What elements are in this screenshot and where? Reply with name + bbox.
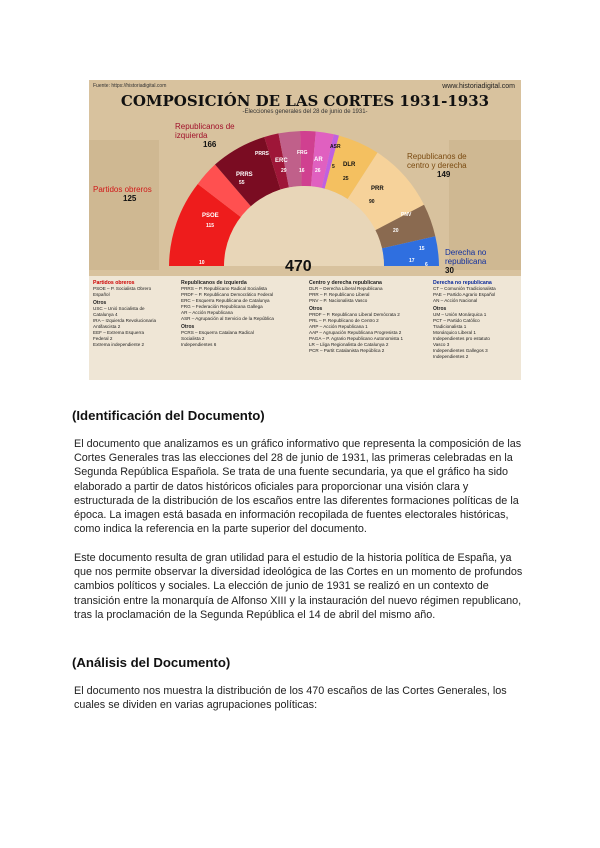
- legend-line: Socialista 2: [181, 336, 205, 341]
- legend-line: IRA – Izquierda Revolucionaria: [93, 318, 157, 323]
- legend-line: Español: [93, 292, 110, 297]
- label-prrs-2: PRRS: [255, 151, 269, 157]
- paragraph-text: El documento que analizamos es un gráfico informativo que representa la composición de las Cortes Generales tras las elecciones del 28 de junio de 1931, las primeras celebradas en la Segunda República Española. Se trata de una fuente secundaria, ya que el gráfico ha sido elaborado a partir de datos históricos oficiales para proporcionar una visión clara y estructurada de la distribución de los escaños entre las diferentes formaciones políticas de la época. La imagen está basada en información recopilada de fuentes electorales históricas, como indica la referencia en la parte superior del documento.: [74, 438, 522, 536]
- legend-line: PRL – P. Republicano de Centro 2: [309, 318, 379, 323]
- figure-subtitle: -Elecciones generales del 28 de junio de 1931-: [242, 109, 368, 115]
- legend-line: Independientes 6: [181, 342, 217, 347]
- label-ar: AR: [314, 157, 323, 163]
- label-asr: ASR: [330, 144, 341, 150]
- label-pnv: PNV: [401, 212, 412, 218]
- legend-line: Extrema independiente 2: [93, 342, 145, 347]
- group-derecha-name-2: republicana: [445, 257, 487, 266]
- legend-line: AR – Acción Republicana: [181, 310, 233, 315]
- legend-line: PRR – P. Republicano Liberal: [309, 292, 370, 297]
- figure-site: www.historiadigital.com: [442, 83, 515, 90]
- group-centro-seats: 149: [437, 170, 451, 179]
- legend-line: FRG – Federación Republicana Gallega: [181, 304, 263, 309]
- group-obreros-label: [93, 185, 152, 203]
- legend-line: Federal 2: [93, 336, 113, 341]
- paragraph-text: Este documento resulta de gran utilidad para el estudio de la historia política de España, ya que nos permite observar la diversidad ideológica de las Cortes en un momento de profundos cambios políticos y sociales. La elección de junio de 1931 se realizó en un contexto de transición entre la monarquía de Alfonso XIII y la instauración del nuevo régimen republicano, tras la proclamación de la Segunda República el 14 de abril del mismo año.: [74, 552, 523, 621]
- group-derecha-name-1: Derecha no: [445, 248, 487, 257]
- legend-otros: Otros: [93, 300, 107, 306]
- total-seats: 470: [285, 258, 312, 275]
- legend-line: PCRS – Esquerra Catalana Radical: [181, 330, 254, 335]
- legend-obreros: [93, 280, 173, 348]
- group-izquierda-name-1: Republicanos de: [175, 122, 235, 131]
- legend-line: PAE – Partido Agrario Español: [433, 292, 496, 297]
- paragraph-text: El documento nos muestra la distribución de los 470 escaños de las Cortes Generales, los cuales se dividen en varias agrupaciones políticas:: [74, 685, 507, 712]
- label-prr-n: 90: [369, 199, 375, 205]
- label-num-17: 17: [409, 258, 415, 264]
- paragraph-identificacion-2: [74, 551, 526, 622]
- paragraph-analisis-1: [74, 684, 526, 712]
- legend-line: PRDF – P. Republicano Liberal Demócrata 2: [309, 312, 400, 317]
- label-psoe: PSOE: [202, 213, 219, 219]
- legend-line: Independientes pro estatuto: [433, 336, 490, 341]
- legend-izquierda: [181, 280, 301, 348]
- legend-line: PRDF – P. Republicano Democrático Federal: [181, 292, 274, 297]
- label-prrs: PRRS: [236, 172, 253, 178]
- group-obreros-name: Partidos obreros: [93, 185, 152, 194]
- legend-line: DLR – Derecha Liberal Republicana: [309, 286, 383, 291]
- group-centro-name-1: Republicanos de: [407, 152, 467, 161]
- group-derecha-seats: 30: [445, 266, 454, 275]
- label-erc: ERC: [275, 158, 288, 164]
- label-num-15: 15: [419, 246, 425, 252]
- label-psoe-n: 115: [206, 223, 215, 229]
- group-obreros-seats: 125: [123, 194, 137, 203]
- legend-line: CT – Comunión Tradicionalista: [433, 286, 496, 291]
- group-izquierda-label: [175, 122, 235, 149]
- legend-line: PSOE – P. Socialista Obrero: [93, 286, 152, 291]
- legend-otros: Otros: [309, 306, 323, 312]
- legend-line: EEF – Extrema Esquerra: [93, 330, 145, 335]
- figure-title: COMPOSICIÓN DE LAS CORTES 1931-1933: [120, 92, 490, 110]
- legend-line: PNV – P. Nacionalista Vasco: [309, 298, 368, 303]
- legend-line: PRRS – P. Republicano Radical Socialista: [181, 286, 267, 291]
- legend-centro: [309, 280, 429, 354]
- label-dlr: DLR: [343, 162, 356, 168]
- label-num-20: 20: [393, 228, 399, 234]
- legend-line: Catalunya 4: [93, 312, 118, 317]
- label-prrs-n: 55: [239, 180, 245, 186]
- legend-line: Monárquico Liberal 1: [433, 330, 476, 335]
- legend-otros: Otros: [433, 306, 447, 312]
- cortes-composition-figure: [89, 80, 521, 380]
- legend-line: Antifascista 2: [93, 324, 121, 329]
- figure-source: Fuente: https://historiadigital.com: [93, 83, 167, 89]
- legend-header: Centro y derecha republicana: [309, 280, 382, 286]
- label-ar-n: 26: [315, 168, 321, 174]
- legend-line: Independientes 2: [433, 354, 469, 359]
- legend-line: ARP – Acción Republicana 1: [309, 324, 368, 329]
- legend-line: AN – Acción Nacional: [433, 298, 478, 303]
- label-frg: FRG: [297, 150, 308, 156]
- legend-line: USC – Unió Socialista de: [93, 306, 145, 311]
- label-asr-n: 5: [332, 164, 335, 170]
- legend-line: ERC – Esquerra Republicana de Catalunya: [181, 298, 270, 303]
- group-derecha-label: [445, 248, 486, 275]
- label-dlr-n: 25: [343, 176, 349, 182]
- legend-header: Derecha no republicana: [433, 280, 492, 286]
- section-heading-analisis: (Análisis del Documento): [72, 655, 231, 670]
- legend-line: Tradicionalista 1: [433, 324, 467, 329]
- label-erc-n: 29: [281, 168, 287, 174]
- legend-line: Vasco 3: [433, 342, 450, 347]
- legend-line: Independientes Gallegos 3: [433, 348, 488, 353]
- group-izquierda-name-2: izquierda: [175, 131, 208, 140]
- legend-line: UM – Unión Monárquica 1: [433, 312, 487, 317]
- group-centro-name-2: centro y derecha: [407, 161, 467, 170]
- legend-line: PCT – Partido Católico: [433, 318, 480, 323]
- legend-derecha: [433, 280, 519, 360]
- label-num-6: 6: [425, 262, 428, 268]
- legend-line: PCR – Partit Catalanista República 2: [309, 348, 385, 353]
- label-psoe-inner: 10: [199, 260, 205, 266]
- legend-line: PAGA – P. Agrario Republicano Autonomista 1: [309, 336, 404, 341]
- label-prr: PRR: [371, 186, 384, 192]
- section-heading-identificacion: (Identificación del Documento): [72, 408, 265, 423]
- legend-header: Republicanos de izquierda: [181, 280, 247, 286]
- group-centro-label: [407, 152, 467, 179]
- legend-otros: Otros: [181, 324, 195, 330]
- legend-line: LR – Lliga Regionalista de Catalunya 2: [309, 342, 389, 347]
- paragraph-identificacion-1: [74, 437, 526, 536]
- label-frg-n: 16: [299, 168, 305, 174]
- legend-line: AAP – Agrupación Republicana Progresista 2: [309, 330, 402, 335]
- group-izquierda-seats: 166: [203, 140, 217, 149]
- legend-line: ASR – Agrupación al Servicio de la República: [181, 316, 274, 321]
- legend-header: Partidos obreros: [93, 280, 135, 286]
